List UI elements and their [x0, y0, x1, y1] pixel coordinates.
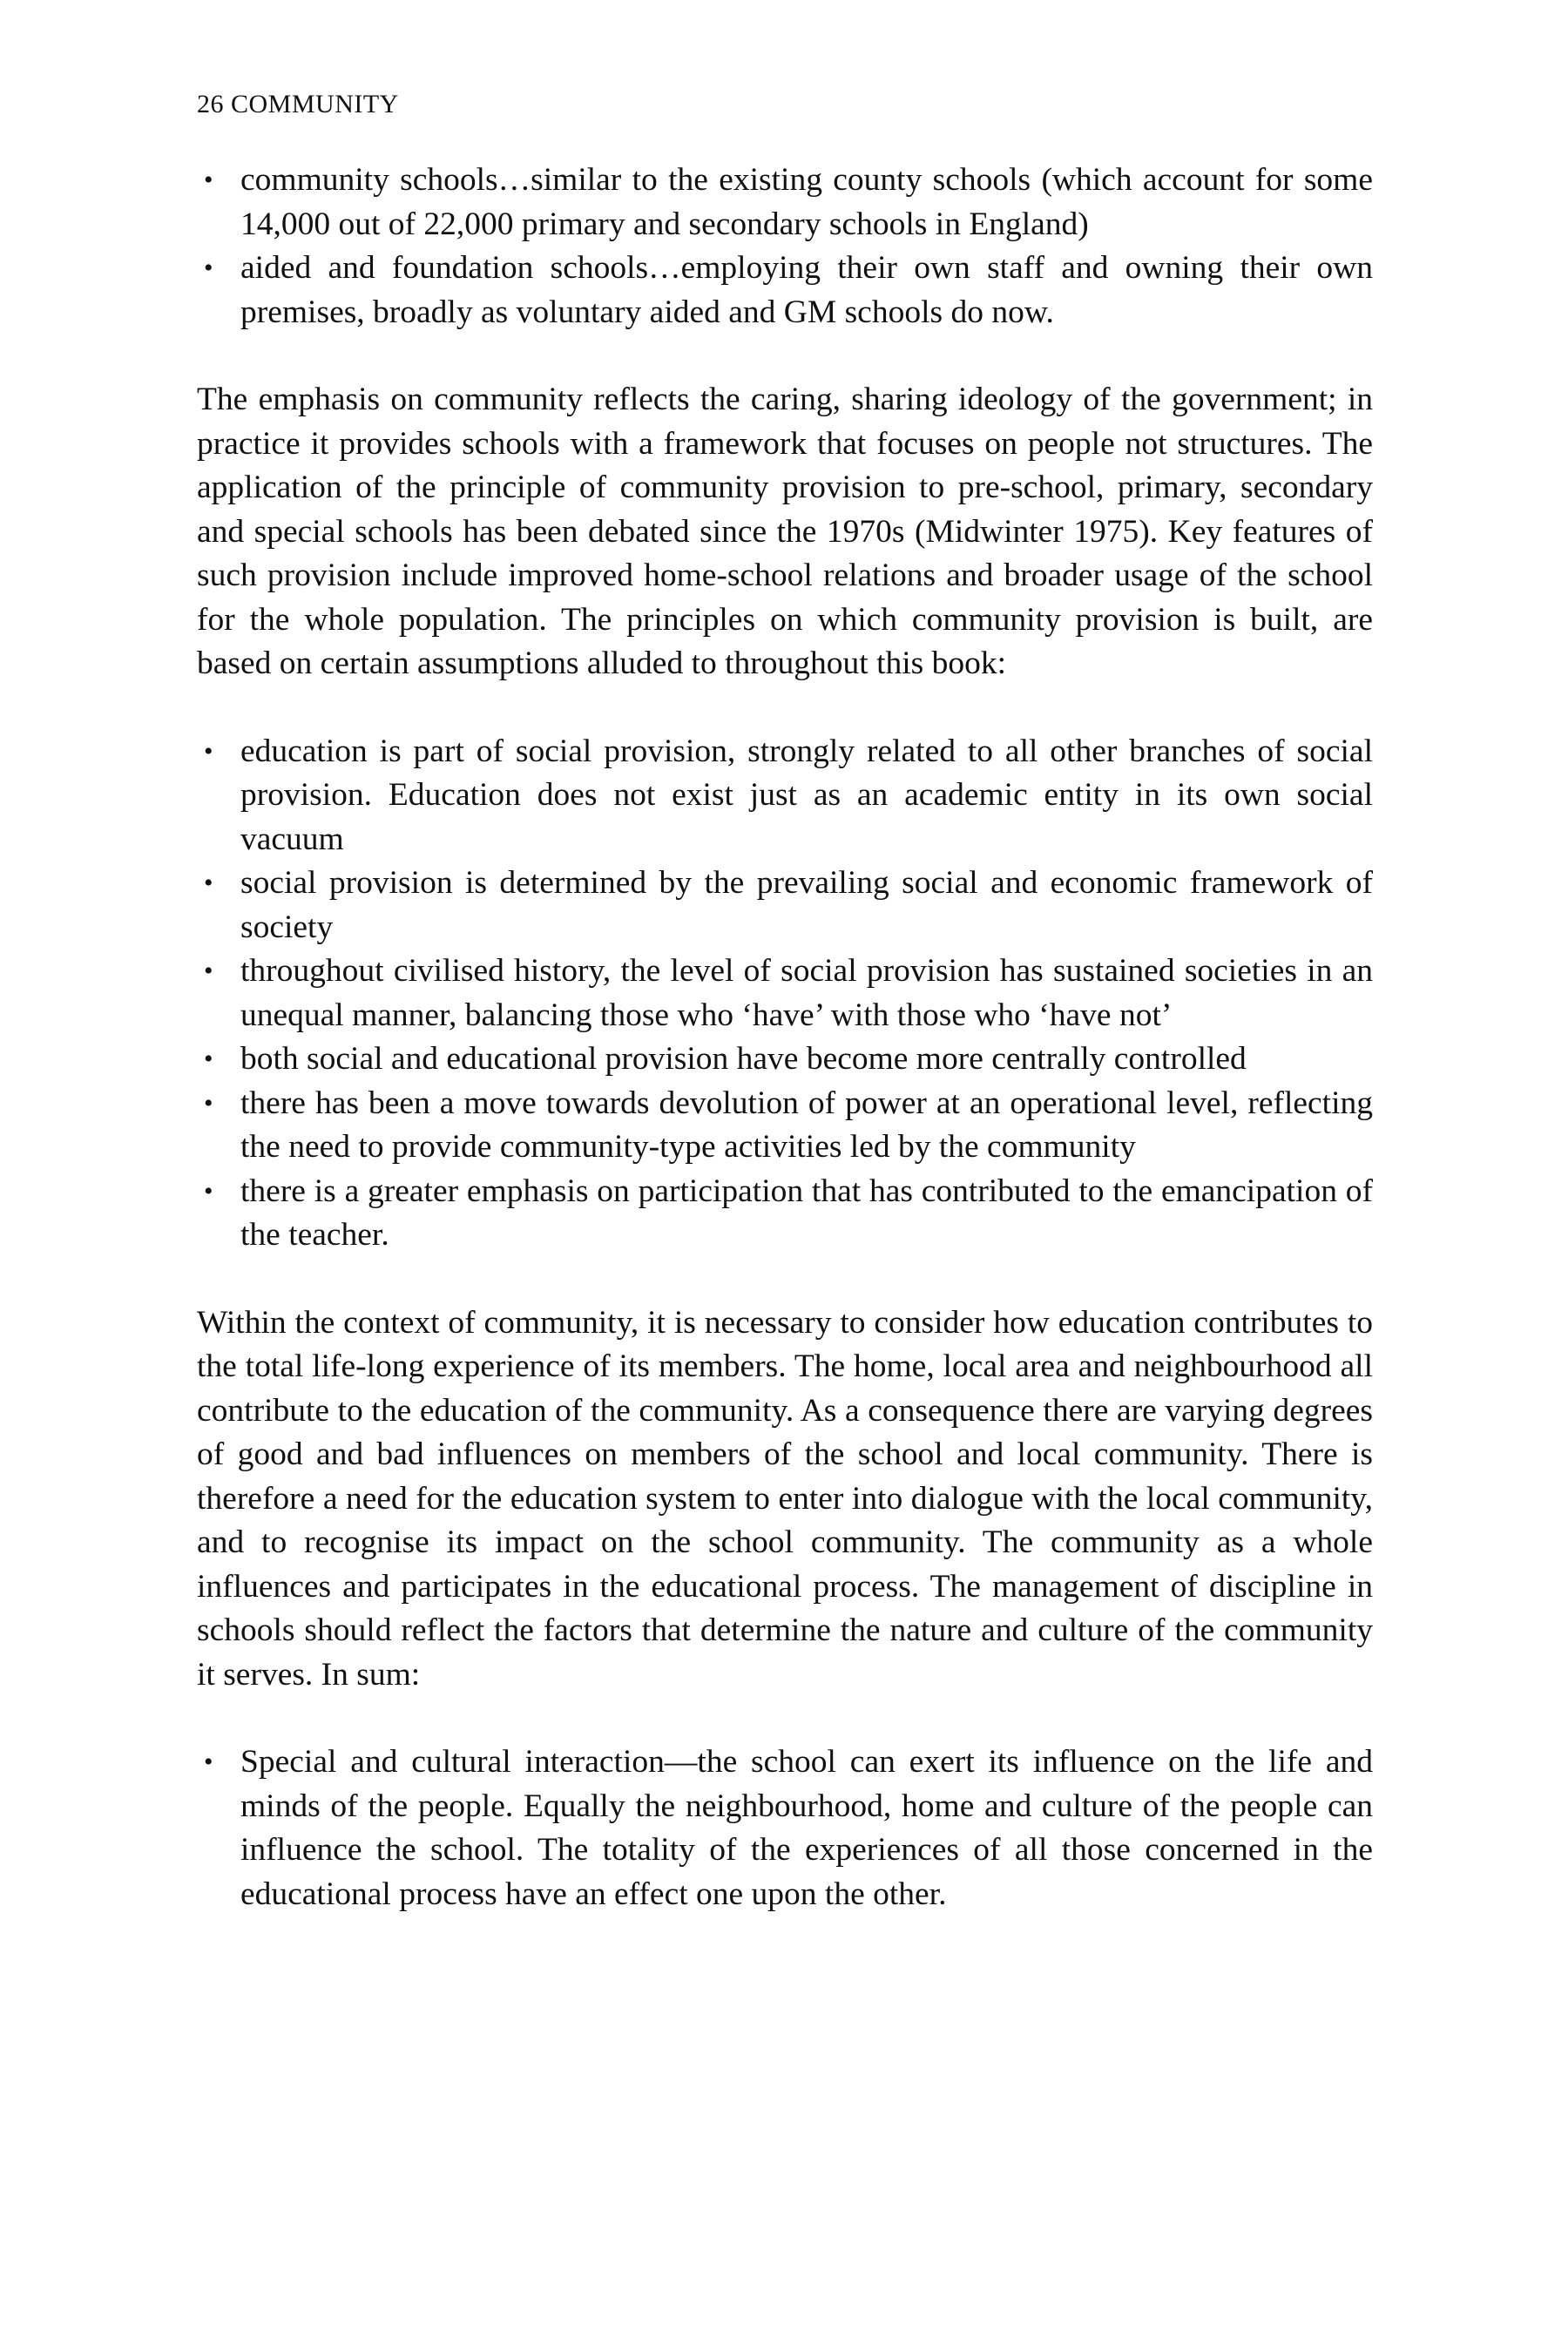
list-item-text: social provision is determined by the prevailing social and economic framework of society: [240, 865, 1373, 945]
list-item: [197, 862, 1373, 950]
bullet-icon: •: [204, 166, 213, 194]
list-item: [197, 1037, 1373, 1082]
book-page: [197, 87, 1373, 1916]
paragraph-spacer: [197, 686, 1373, 730]
bullet-icon: •: [204, 868, 213, 897]
paragraph-spacer: [197, 1697, 1373, 1740]
bullet-icon: •: [204, 253, 213, 282]
paragraph-spacer: [197, 335, 1373, 378]
bullet-icon: •: [204, 1088, 213, 1118]
list-item-text: Special and cultural interaction—the school can exert its influence on the life and minds of the people. Equally the neighbourhood, home and culture of the people can influence the school. The totality of the experiences of all those concerned in the educational process have an effect one upon the other.: [240, 1744, 1373, 1912]
running-head: 26 COMMUNITY: [197, 90, 399, 118]
list-item: [197, 1740, 1373, 1916]
bullet-icon: •: [204, 1044, 213, 1073]
list-item: [197, 950, 1373, 1037]
list-item: [197, 159, 1373, 247]
paragraph-spacer: [197, 1258, 1373, 1301]
bullet-icon: •: [204, 1176, 213, 1206]
summary-bullet-list: [197, 1740, 1373, 1916]
list-item-text: throughout civilised history, the level of social provision has sustained societies in an unequal manner, balancing those who ‘have’ with those who ‘have not’: [240, 953, 1373, 1033]
assumptions-bullet-list: [197, 730, 1373, 1258]
list-item-text: education is part of social provision, strongly related to all other branches of social provision. Education does not exist just as an academic entity in its own social vacuum: [240, 733, 1373, 857]
list-item-text: there has been a move towards devolution of power at an operational level, reflecting the need to provide community-type activities led by the community: [240, 1085, 1373, 1165]
list-item: [197, 1170, 1373, 1258]
intro-bullet-list: [197, 159, 1373, 335]
list-item-text: aided and foundation schools…employing their own staff and owning their own premises, broadly as voluntary aided and GM schools do now.: [240, 250, 1373, 330]
bullet-icon: •: [204, 956, 213, 985]
list-item: [197, 730, 1373, 862]
body-paragraph: Within the context of community, it is necessary to consider how education contributes to the total life-long experience of its members. The home, local area and neighbourhood all contribute to the education of the community. As a consequence there are varying degrees of good and bad influences on members of the school and local community. There is therefore a need for the education system to enter into dialogue with the local community, and to recognise its impact on the school community. The community as a whole influences and participates in the educational process. The management of discipline in schools should reflect the factors that determine the nature and culture of the community it serves. In sum:: [197, 1304, 1373, 1693]
list-item-text: both social and educational provision have become more centrally controlled: [240, 1041, 1247, 1077]
list-item: [197, 247, 1373, 335]
body-paragraph: The emphasis on community reflects the caring, sharing ideology of the government; in practice it provides schools with a framework that focuses on people not structures. The application of the principle of community provision to pre-school, primary, secondary and special schools has been debated since the 1970s (Midwinter 1975). Key features of such provision include improved home-school relations and broader usage of the school for the whole population. The principles on which community provision is built, are based on certain assumptions alluded to throughout this book:: [197, 382, 1373, 681]
bullet-icon: •: [204, 736, 213, 766]
bullet-icon: •: [204, 1747, 213, 1776]
list-item-text: there is a greater emphasis on participation that has contributed to the emancipation of the teacher.: [240, 1173, 1373, 1253]
list-item-text: community schools…similar to the existing county schools (which account for some 14,000 out of 22,000 primary and secondary schools in England): [240, 162, 1373, 242]
list-item: [197, 1082, 1373, 1170]
